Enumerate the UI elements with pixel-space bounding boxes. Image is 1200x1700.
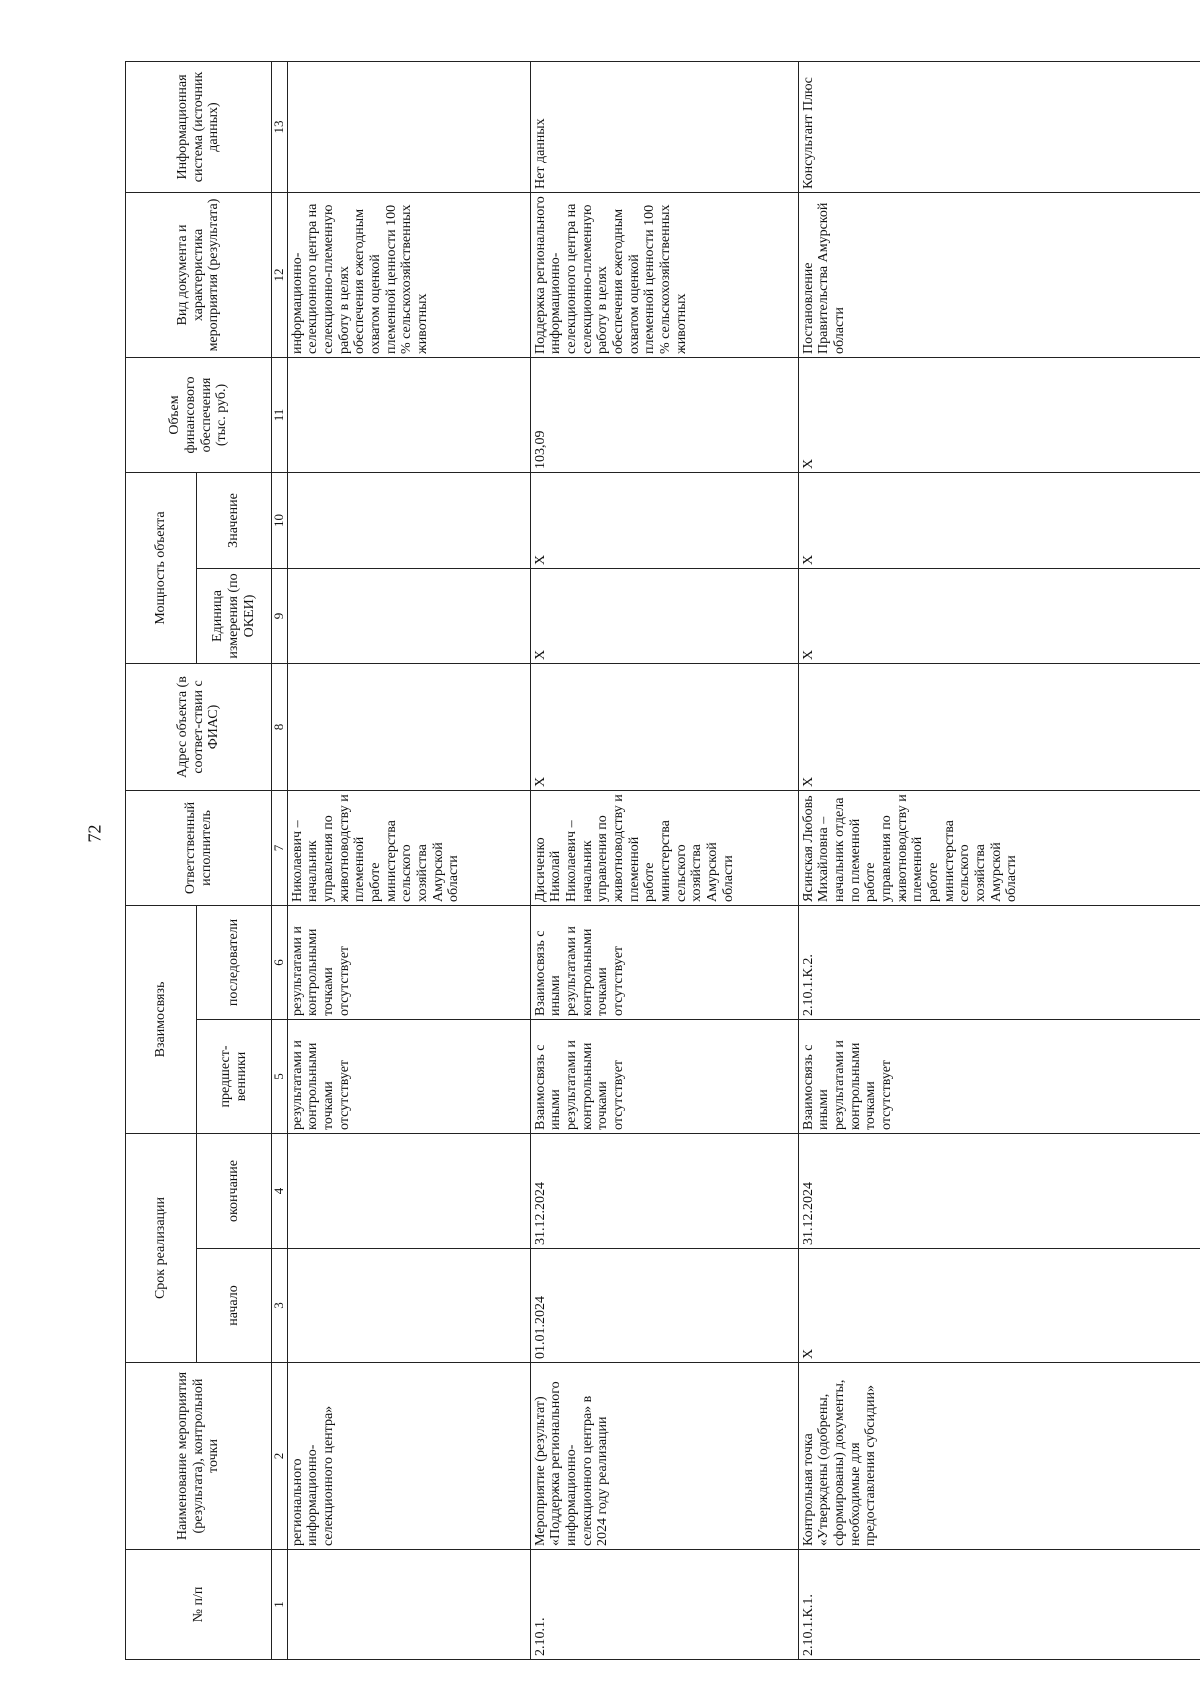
header-start: начало: [197, 1249, 272, 1363]
cell-successors: Взаимосвязь с иными результатами и контрольными точками отсутствует: [530, 906, 798, 1020]
cell-start: X: [798, 1249, 1200, 1363]
column-number: 3: [272, 1249, 288, 1363]
column-number: 7: [272, 791, 288, 906]
cell-start: 01.01.2024: [530, 1249, 798, 1363]
cell-start: [287, 1249, 530, 1363]
cell-name: Мероприятие (результат) «Поддержка регионального информационно-селекционного центра» в 2024 году реализации: [530, 1363, 798, 1550]
cell-info: Консультант Плюс: [798, 61, 1200, 192]
cell-info: [287, 61, 530, 192]
cell-name: регионального информационно-селекционного центра»: [287, 1363, 530, 1550]
cell-value: X: [530, 472, 798, 568]
column-number: 11: [272, 357, 288, 472]
cell-end: 31.12.2024: [798, 1134, 1200, 1249]
cell-info: Нет данных: [530, 61, 798, 192]
column-number-row: [272, 61, 288, 1659]
table-row: [530, 61, 798, 1659]
cell-doc: Постановление Правительства Амурской области: [798, 192, 1200, 357]
header-term: Срок реализации: [126, 1134, 197, 1363]
cell-value: [287, 472, 530, 568]
cell-responsible: Николаевич – начальник управления по животноводству и племенной работе министерства сельского хозяйства Амурской области: [287, 791, 530, 906]
column-number: 9: [272, 569, 288, 664]
cell-address: X: [530, 664, 798, 791]
header-num: № п/п: [126, 1550, 272, 1660]
header-link: Взаимосвязь: [126, 906, 197, 1134]
header-responsible: Ответственный исполнитель: [126, 791, 272, 906]
cell-funding: X: [798, 357, 1200, 472]
cell-funding: [287, 357, 530, 472]
column-number: 12: [272, 192, 288, 357]
column-number: 13: [272, 61, 288, 192]
header-address: Адрес объекта (в соответ-ствии с ФИАС): [126, 664, 272, 791]
column-number: 6: [272, 906, 288, 1020]
cell-address: [287, 664, 530, 791]
cell-value: X: [798, 472, 1200, 568]
cell-successors: 2.10.1.К.2.: [798, 906, 1200, 1020]
cell-unit: X: [530, 569, 798, 664]
cell-unit: [287, 569, 530, 664]
column-number: 1: [272, 1550, 288, 1660]
header-successors: последователи: [197, 906, 272, 1020]
cell-successors: результатами и контрольными точками отсутствует: [287, 906, 530, 1020]
page-number: 72: [84, 824, 105, 843]
table-row: [798, 61, 1200, 1659]
cell-responsible: Ясинская Любовь Михайловна – начальник отдела по племенной работе управления по животноводству и племенной работе министерства сельского хозяйства Амурской области: [798, 791, 1200, 906]
header-doc: Вид документа и характеристика мероприятия (результата): [126, 192, 272, 357]
cell-address: X: [798, 664, 1200, 791]
cell-predecessors: результатами и контрольными точками отсутствует: [287, 1020, 530, 1134]
cell-unit: X: [798, 569, 1200, 664]
cell-doc: информационно-селекционного центра на селекционно-племенную работу в целях обеспечения ежегодным охватом оценкой племенной ценности 100 % сельскохозяйственных животных: [287, 192, 530, 357]
column-number: 5: [272, 1020, 288, 1134]
document-sheet: [125, 62, 1135, 1660]
column-number: 10: [272, 472, 288, 568]
header-capacity: Мощность объекта: [126, 472, 197, 663]
cell-doc: Поддержка регионального информационно-селекционного центра на селекционно-племенную работу в целях обеспечения ежегодным охватом оценкой племенной ценности 100 % сельскохозяйственных животных: [530, 192, 798, 357]
header-row-1: [126, 61, 197, 1659]
header-value: Значение: [197, 472, 272, 568]
cell-end: [287, 1134, 530, 1249]
column-number: 4: [272, 1134, 288, 1249]
cell-end: 31.12.2024: [530, 1134, 798, 1249]
column-number: 8: [272, 664, 288, 791]
header-predecessors: предшест-венники: [197, 1020, 272, 1134]
header-info: Информационная система (источник данных): [126, 61, 272, 192]
cell-responsible: Дисиченко Николай Николаевич – начальник управления по животноводству и племенной работе министерства сельского хозяйства Амурской области: [530, 791, 798, 906]
header-unit: Единица измерения (по ОКЕИ): [197, 569, 272, 664]
cell-predecessors: Взаимосвязь с иными результатами и контрольными точками отсутствует: [798, 1020, 1200, 1134]
cell-num: 2.10.1.: [530, 1550, 798, 1660]
header-end: окончание: [197, 1134, 272, 1249]
cell-name: Контрольная точка «Утверждены (одобрены, сформированы) документы, необходимые для предоставления субсидии»: [798, 1363, 1200, 1550]
header-name: Наименование мероприятия (результата), контрольной точки: [126, 1363, 272, 1550]
cell-predecessors: Взаимосвязь с иными результатами и контрольными точками отсутствует: [530, 1020, 798, 1134]
column-number: 2: [272, 1363, 288, 1550]
header-funding: Объем финансового обеспечения (тыс. руб.): [126, 357, 272, 472]
activities-table: [125, 61, 1200, 1660]
cell-funding: 103,09: [530, 357, 798, 472]
cell-num: 2.10.1.К.1.: [798, 1550, 1200, 1660]
cell-num: [287, 1550, 530, 1660]
table-row: [287, 61, 530, 1659]
